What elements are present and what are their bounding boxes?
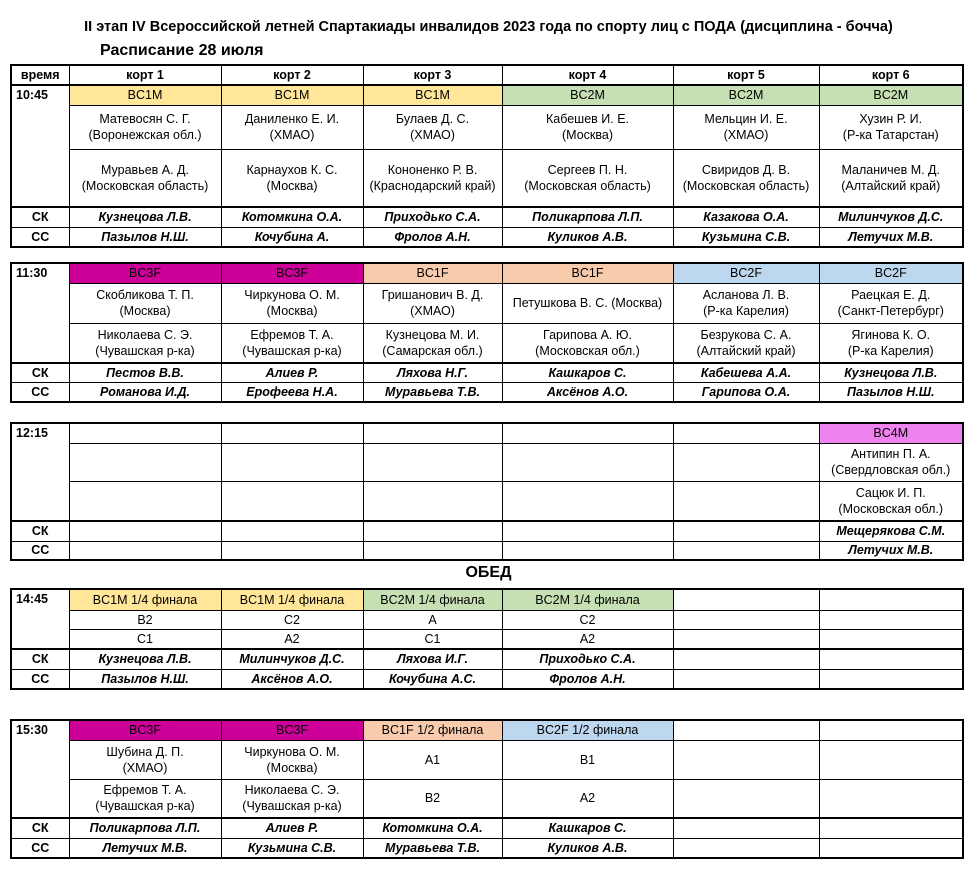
- player-cell: [221, 105, 363, 149]
- class-cell: BC3F: [69, 263, 221, 283]
- player-region: (ХМАО): [410, 128, 455, 142]
- referee-cell: Приходько С.А.: [502, 649, 673, 669]
- player-cell: [69, 323, 221, 363]
- schedule-block-1045: [10, 64, 964, 248]
- seed-cell: B2: [69, 610, 221, 629]
- class-row: [11, 263, 963, 283]
- referee-cell: Милинчуков Д.С.: [221, 649, 363, 669]
- empty-cell: [221, 423, 363, 443]
- player-row: [11, 323, 963, 363]
- referee-cell: Муравьева Т.В.: [363, 838, 502, 858]
- empty-cell: [673, 541, 819, 560]
- player-cell: [69, 105, 221, 149]
- referee-cell: Романова И.Д.: [69, 382, 221, 402]
- referee-cell: Кузнецова Л.В.: [69, 649, 221, 669]
- player-cell: [69, 283, 221, 323]
- referee-cell: Милинчуков Д.С.: [819, 207, 963, 227]
- referee-cell: Летучих М.В.: [819, 227, 963, 247]
- player-name: Ягинова К. О.: [851, 327, 931, 342]
- referee-cell: Кузьмина С.В.: [221, 838, 363, 858]
- seed-cell: C2: [221, 610, 363, 629]
- time-cell: 11:30: [11, 263, 69, 363]
- referee-cell: Кузьмина С.В.: [673, 227, 819, 247]
- empty-cell: [819, 669, 963, 689]
- player-region: (Московская область): [524, 178, 651, 193]
- empty-cell: [69, 481, 221, 521]
- header-court-6: корт 6: [819, 65, 963, 85]
- player-row: [11, 105, 963, 149]
- player-cell: [221, 323, 363, 363]
- referee-cell: Ляхова Н.Г.: [363, 363, 502, 382]
- ss-label: СС: [11, 382, 69, 402]
- player-cell: [363, 283, 502, 323]
- class-row: [11, 589, 963, 610]
- time-cell: 14:45: [11, 589, 69, 649]
- player-name: Николаева С. Э.: [244, 783, 340, 798]
- seed-row: [11, 629, 963, 649]
- player-cell: [819, 481, 963, 521]
- referee-cell: Аксёнов А.О.: [221, 669, 363, 689]
- class-row: [11, 85, 963, 105]
- seed-cell: A1: [363, 740, 502, 779]
- empty-cell: [673, 629, 819, 649]
- player-cell: [819, 323, 963, 363]
- ss-row: [11, 541, 963, 560]
- player-name: Мельцин И. Е.: [704, 112, 788, 126]
- player-region: (Московская обл.): [535, 343, 640, 358]
- referee-cell: Поликарпова Л.П.: [69, 818, 221, 838]
- player-name: Кабешев И. Е.: [545, 112, 630, 126]
- player-region: (Московская область): [81, 178, 209, 193]
- class-cell: BC3F: [221, 720, 363, 740]
- seed-row: [11, 610, 963, 629]
- sk-label: СК: [11, 818, 69, 838]
- player-cell: Петушкова В. С. (Москва): [502, 283, 673, 323]
- sk-label: СК: [11, 207, 69, 227]
- empty-cell: [69, 521, 221, 541]
- player-name: Антипин П. А.: [850, 447, 931, 461]
- empty-cell: [673, 521, 819, 541]
- class-cell: BC2F: [673, 263, 819, 283]
- player-cell: [69, 740, 221, 779]
- empty-cell: [221, 443, 363, 481]
- referee-cell: Аксёнов А.О.: [502, 382, 673, 402]
- sk-label: СК: [11, 521, 69, 541]
- player-name: Сацюк И. П.: [855, 485, 926, 500]
- class-cell: BC2M: [502, 85, 673, 105]
- seed-cell: B2: [363, 779, 502, 818]
- empty-cell: [673, 589, 819, 610]
- player-name: Свиридов Д. В.: [701, 162, 791, 177]
- empty-cell: [502, 481, 673, 521]
- ss-row: [11, 382, 963, 402]
- referee-cell: Кашкаров С.: [502, 363, 673, 382]
- seed-cell: A2: [221, 629, 363, 649]
- player-region: (Москва): [561, 128, 613, 142]
- ss-label: СС: [11, 541, 69, 560]
- header-court-3: корт 3: [363, 65, 502, 85]
- empty-cell: [69, 423, 221, 443]
- player-name: Чиркунова О. М.: [244, 744, 340, 759]
- player-region: (Чувашская р-ка): [95, 343, 195, 358]
- seed-cell: C1: [69, 629, 221, 649]
- player-name: Сергеев П. Н.: [547, 162, 628, 177]
- empty-cell: [69, 443, 221, 481]
- player-region: (ХМАО): [723, 128, 769, 142]
- sk-row: [11, 363, 963, 382]
- referee-cell: Алиев Р.: [221, 363, 363, 382]
- player-cell: [69, 779, 221, 818]
- referee-cell: Летучих М.В.: [819, 541, 963, 560]
- class-cell: BC2F: [819, 263, 963, 283]
- schedule-block-1445: [10, 588, 964, 690]
- player-name: Кононенко Р. В.: [387, 162, 478, 177]
- player-region: (Р-ка Карелия): [703, 304, 789, 318]
- empty-cell: [673, 610, 819, 629]
- class-cell: BC2M: [819, 85, 963, 105]
- empty-cell: [673, 443, 819, 481]
- schedule-block-1130: [10, 262, 964, 403]
- empty-cell: [673, 720, 819, 740]
- player-region: (Р-ка Татарстан): [842, 128, 939, 142]
- lunch-break-label: ОБЕД: [465, 564, 512, 581]
- referee-cell: Ляхова И.Г.: [363, 649, 502, 669]
- referee-cell: Кочубина А.С.: [363, 669, 502, 689]
- player-region: (ХМАО): [269, 128, 315, 142]
- player-cell: [819, 149, 963, 207]
- ss-row: [11, 669, 963, 689]
- empty-cell: [221, 541, 363, 560]
- player-region: (Москва): [119, 304, 171, 318]
- player-name: Раецкая Е. Д.: [851, 288, 931, 302]
- empty-cell: [819, 589, 963, 610]
- player-name: Хузин Р. И.: [859, 112, 923, 126]
- empty-cell: [819, 720, 963, 740]
- sk-row: [11, 521, 963, 541]
- player-row: [11, 740, 963, 779]
- player-cell: [363, 105, 502, 149]
- seed-cell: C1: [363, 629, 502, 649]
- empty-cell: [502, 443, 673, 481]
- class-cell: BC1F: [502, 263, 673, 283]
- class-cell: BC1M: [221, 85, 363, 105]
- referee-cell: Мещерякова С.М.: [819, 521, 963, 541]
- class-cell: BC3F: [69, 720, 221, 740]
- empty-cell: [673, 779, 819, 818]
- player-cell: [221, 740, 363, 779]
- schedule-date-subtitle: Расписание 28 июля: [100, 42, 264, 59]
- player-name: Николаева С. Э.: [97, 327, 193, 342]
- seed-cell: C2: [502, 610, 673, 629]
- player-name: Даниленко Е. И.: [244, 112, 340, 126]
- player-row: [11, 779, 963, 818]
- empty-cell: [819, 629, 963, 649]
- player-cell: [819, 105, 963, 149]
- referee-cell: Пазылов Н.Ш.: [69, 669, 221, 689]
- player-region: (ХМАО): [122, 760, 168, 775]
- referee-cell: Куликов А.В.: [502, 227, 673, 247]
- empty-cell: [363, 423, 502, 443]
- player-cell: [502, 323, 673, 363]
- player-region: (Самарская обл.): [382, 343, 483, 358]
- schedule-block-1215: [10, 422, 964, 561]
- referee-cell: Пестов В.В.: [69, 363, 221, 382]
- referee-cell: Кочубина А.: [221, 227, 363, 247]
- header-court-5: корт 5: [673, 65, 819, 85]
- sk-row: [11, 649, 963, 669]
- player-cell: [221, 149, 363, 207]
- empty-cell: [673, 838, 819, 858]
- referee-cell: Куликов А.В.: [502, 838, 673, 858]
- empty-cell: [673, 649, 819, 669]
- player-row: [11, 481, 963, 521]
- player-cell: [673, 105, 819, 149]
- player-region: (Чувашская р-ка): [242, 799, 342, 814]
- player-row: [11, 283, 963, 323]
- class-cell: BC4M: [819, 423, 963, 443]
- empty-cell: [363, 443, 502, 481]
- player-name: Муравьев А. Д.: [100, 162, 189, 177]
- player-name: Ефремов Т. А.: [250, 327, 334, 342]
- player-region: (Московская область): [682, 178, 810, 193]
- empty-cell: [819, 779, 963, 818]
- referee-cell: Котомкина О.А.: [363, 818, 502, 838]
- sk-label: СК: [11, 363, 69, 382]
- empty-cell: [502, 541, 673, 560]
- ss-row: [11, 838, 963, 858]
- seed-cell: B1: [502, 740, 673, 779]
- class-cell: BC2M 1/4 финала: [502, 589, 673, 610]
- empty-cell: [819, 649, 963, 669]
- player-region: (Алтайский край): [841, 178, 941, 193]
- player-region: (Алтайский край): [696, 343, 796, 358]
- referee-cell: Ерофеева Н.А.: [221, 382, 363, 402]
- player-cell: [363, 323, 502, 363]
- player-name: Асланова Л. В.: [702, 288, 790, 302]
- seed-cell: A: [363, 610, 502, 629]
- empty-cell: [673, 818, 819, 838]
- empty-cell: [69, 541, 221, 560]
- empty-cell: [673, 740, 819, 779]
- empty-cell: [502, 423, 673, 443]
- player-name: Матевосян С. Г.: [99, 112, 191, 126]
- player-cell: [673, 323, 819, 363]
- player-cell: [69, 149, 221, 207]
- player-name: Чиркунова О. М.: [244, 288, 340, 302]
- player-row: [11, 443, 963, 481]
- empty-cell: [819, 610, 963, 629]
- player-region: (Воронежская обл.): [88, 128, 202, 142]
- player-region: (Москва): [266, 178, 318, 193]
- class-row: [11, 423, 963, 443]
- referee-cell: Гарипова О.А.: [673, 382, 819, 402]
- player-cell: [502, 105, 673, 149]
- time-cell: 10:45: [11, 85, 69, 207]
- player-region: (Москва): [266, 304, 318, 318]
- referee-cell: Кузнецова Л.В.: [819, 363, 963, 382]
- player-cell: [819, 443, 963, 481]
- player-name: Ефремов Т. А.: [103, 783, 187, 798]
- empty-cell: [221, 481, 363, 521]
- class-cell: BC2M 1/4 финала: [363, 589, 502, 610]
- header-court-4: корт 4: [502, 65, 673, 85]
- empty-cell: [221, 521, 363, 541]
- player-region: (ХМАО): [410, 304, 455, 318]
- class-cell: BC1F: [363, 263, 502, 283]
- seed-cell: A2: [502, 629, 673, 649]
- player-name: Гарипова А. Ю.: [543, 327, 632, 342]
- sk-row: [11, 207, 963, 227]
- referee-cell: Кашкаров С.: [502, 818, 673, 838]
- referee-cell: Поликарпова Л.П.: [502, 207, 673, 227]
- empty-cell: [819, 740, 963, 779]
- class-cell: BC1M: [69, 85, 221, 105]
- class-cell: BC1M: [363, 85, 502, 105]
- class-cell: BC1F 1/2 финала: [363, 720, 502, 740]
- player-cell: [221, 283, 363, 323]
- empty-cell: [363, 481, 502, 521]
- seed-cell: A2: [502, 779, 673, 818]
- referee-cell: Казакова О.А.: [673, 207, 819, 227]
- class-cell: BC1M 1/4 финала: [69, 589, 221, 610]
- player-name: Безрукова С. А.: [700, 327, 792, 342]
- player-region: (Санкт-Петербург): [837, 304, 944, 318]
- empty-cell: [819, 818, 963, 838]
- header-court-1: корт 1: [69, 65, 221, 85]
- player-cell: [673, 283, 819, 323]
- player-cell: [363, 149, 502, 207]
- class-row: [11, 720, 963, 740]
- header-time: время: [11, 65, 69, 85]
- schedule-block-1530: [10, 719, 964, 859]
- empty-cell: [673, 481, 819, 521]
- ss-label: СС: [11, 669, 69, 689]
- referee-cell: Пазылов Н.Ш.: [69, 227, 221, 247]
- empty-cell: [363, 521, 502, 541]
- referee-cell: Муравьева Т.В.: [363, 382, 502, 402]
- empty-cell: [502, 521, 673, 541]
- ss-label: СС: [11, 838, 69, 858]
- player-region: (Московская обл.): [838, 501, 944, 516]
- player-name: Булаев Д. С.: [395, 112, 470, 126]
- player-region: (Свердловская обл.): [831, 463, 951, 477]
- player-name: Карнаухов К. С.: [246, 162, 338, 177]
- referee-cell: Приходько С.А.: [363, 207, 502, 227]
- ss-row: [11, 227, 963, 247]
- referee-cell: Фролов А.Н.: [363, 227, 502, 247]
- empty-cell: [673, 423, 819, 443]
- class-cell: BC1M 1/4 финала: [221, 589, 363, 610]
- player-name: Скобликова Т. П.: [96, 288, 194, 302]
- player-region: (Р-ка Карелия): [847, 343, 934, 358]
- player-region: (Чувашская р-ка): [95, 799, 195, 814]
- class-cell: BC3F: [221, 263, 363, 283]
- referee-cell: Пазылов Н.Ш.: [819, 382, 963, 402]
- player-cell: [819, 283, 963, 323]
- referee-cell: Летучих М.В.: [69, 838, 221, 858]
- header-court-2: корт 2: [221, 65, 363, 85]
- player-region: (Чувашская р-ка): [242, 343, 342, 358]
- sk-label: СК: [11, 649, 69, 669]
- time-cell: 15:30: [11, 720, 69, 818]
- empty-cell: [673, 669, 819, 689]
- player-name: Шубина Д. П.: [106, 744, 184, 759]
- class-cell: BC2F 1/2 финала: [502, 720, 673, 740]
- player-cell: [221, 779, 363, 818]
- referee-cell: Кузнецова Л.В.: [69, 207, 221, 227]
- time-cell: 12:15: [11, 423, 69, 521]
- player-name: Маланичев М. Д.: [841, 162, 940, 177]
- player-region: (Москва): [266, 760, 318, 775]
- ss-label: СС: [11, 227, 69, 247]
- page-title: II этап IV Всероссийской летней Спартакиады инвалидов 2023 года по спорту лиц с ПОДА (дисциплина - бочча): [84, 19, 893, 35]
- referee-cell: Фролов А.Н.: [502, 669, 673, 689]
- empty-cell: [363, 541, 502, 560]
- player-row: [11, 149, 963, 207]
- sk-row: [11, 818, 963, 838]
- empty-cell: [819, 838, 963, 858]
- player-name: Гришанович В. Д.: [381, 288, 484, 302]
- header-row: [11, 65, 963, 85]
- referee-cell: Котомкина О.А.: [221, 207, 363, 227]
- player-cell: [673, 149, 819, 207]
- class-cell: BC2M: [673, 85, 819, 105]
- player-region: (Краснодарский край): [369, 178, 496, 193]
- referee-cell: Алиев Р.: [221, 818, 363, 838]
- referee-cell: Кабешева А.А.: [673, 363, 819, 382]
- player-name: Кузнецова М. И.: [385, 327, 480, 342]
- player-cell: [502, 149, 673, 207]
